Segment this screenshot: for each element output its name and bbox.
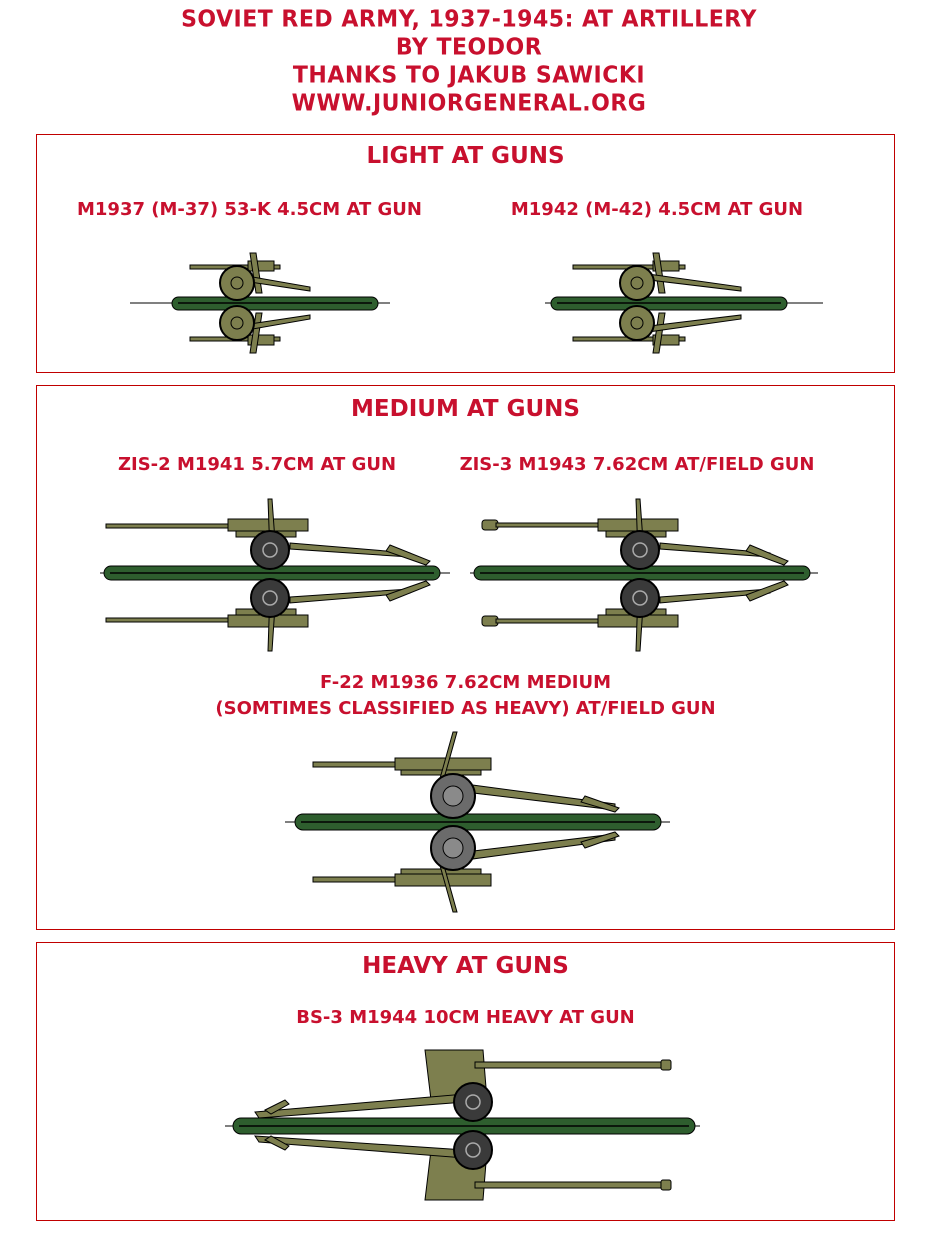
gun-figure-zis3 xyxy=(470,495,820,655)
page-header xyxy=(0,6,938,118)
section-title-medium: MEDIUM AT GUNS xyxy=(351,396,580,422)
gun-label-f22-line1: F-22 M1936 7.62CM MEDIUM xyxy=(320,672,611,693)
header-thanks: THANKS TO JAKUB SAWICKI xyxy=(292,62,646,89)
gun-label-m1942: M1942 (M-42) 4.5CM AT GUN xyxy=(510,199,804,220)
gun-figure-bs3 xyxy=(225,1040,705,1210)
section-title-light: LIGHT AT GUNS xyxy=(366,143,565,169)
header-author: BY TEODOR xyxy=(395,34,543,61)
gun-figure-m1942 xyxy=(545,245,825,360)
gun-figure-f22 xyxy=(285,730,675,915)
header-title: SOVIET RED ARMY, 1937-1945: AT ARTILLERY xyxy=(181,6,757,33)
gun-label-zis3: ZIS-3 M1943 7.62CM AT/FIELD GUN xyxy=(459,454,815,475)
gun-label-m1937: M1937 (M-37) 53-K 4.5CM AT GUN xyxy=(77,199,422,220)
gun-label-zis2: ZIS-2 M1941 5.7CM AT GUN xyxy=(117,454,397,475)
gun-figure-m1937 xyxy=(130,245,390,360)
section-title-heavy: HEAVY AT GUNS xyxy=(362,953,569,979)
header-website: WWW.JUNIORGENERAL.ORG xyxy=(291,90,647,117)
gun-label-f22-line2: (SOMTIMES CLASSIFIED AS HEAVY) AT/FIELD GUN xyxy=(215,698,716,719)
gun-figure-zis2 xyxy=(100,495,450,655)
gun-label-bs3: BS-3 M1944 10CM HEAVY AT GUN xyxy=(296,1007,635,1028)
